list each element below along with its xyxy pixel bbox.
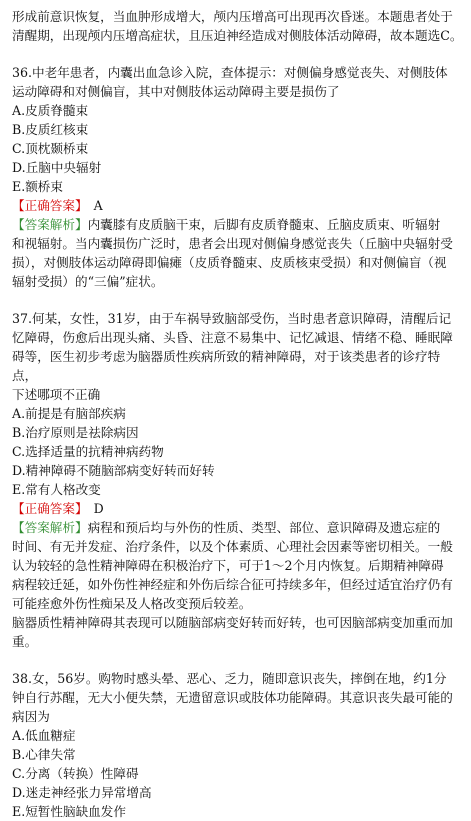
question-36 <box>12 63 464 291</box>
question-stem: 碍等，医生初步考虑为脑器质性疾病所致的精神障碍，对于该类患者的诊疗特点， <box>12 349 441 383</box>
question-stem: 38.女，56岁。购物时感头晕、恶心、乏力，随即意识丧失，摔倒在地，约1分 <box>12 671 447 686</box>
analysis-line <box>12 518 464 537</box>
analysis-text: 时间、有无并发症、治疗条件，以及个体素质、心理社会因素等密切相关。一般 <box>12 539 453 554</box>
option-b: B.皮质红核束 <box>12 122 89 137</box>
answer-bracket-open: 【 <box>12 198 25 213</box>
option-b: B.心律失常 <box>12 747 76 762</box>
option-b: B.治疗原则是祛除病因 <box>12 425 139 440</box>
question-stem: 钟自行苏醒，无大小便失禁，无遗留意识或肢体功能障碍。其意识丧失最可能的 <box>12 690 453 705</box>
option-a: A.皮质脊髓束 <box>12 103 89 118</box>
answer-value: D <box>93 501 104 516</box>
analysis-text: 重。 <box>12 634 38 649</box>
analysis-line <box>12 215 464 234</box>
intro-line: 形成前意识恢复，当血肿形成增大，颅内压增高可出现再次昏迷。本题患者处于 <box>12 9 453 24</box>
option-c: C.选择适量的抗精神病药物 <box>12 444 164 459</box>
analysis-text: 可能痊愈外伤性痴呆及人格改变预后较差。 <box>12 596 252 611</box>
option-a: A.前提是有脑部疾病 <box>12 406 126 421</box>
answer-tag: 正确答案 <box>24 501 75 516</box>
intro-paragraph <box>12 7 464 45</box>
intro-line: 清醒期，出现颅内压增高症状，且压迫神经造成对侧肢体活动障碍，故本题选C。 <box>12 28 463 43</box>
answer-bracket-close: 】 <box>74 198 88 213</box>
analysis-text: 认为较轻的急性精神障碍在积极治疗下，可于1～2个月内恢复。后期精神障碍 <box>12 558 444 573</box>
option-c: C.分离（转换）性障碍 <box>12 766 139 781</box>
option-e: E.额桥束 <box>12 179 63 194</box>
question-stem: 忆障碍，伤愈后出现头痛、头昏、注意不易集中、记忆减退、情绪不稳、睡眠障 <box>12 330 453 345</box>
answer-value: A <box>93 198 103 213</box>
analysis-text: 和视辐射。当内囊损伤广泛时，患者会出现对侧偏身感觉丧失（丘脑中央辐射受 <box>12 236 453 251</box>
answer-bracket-open: 【 <box>12 501 25 516</box>
analysis-bracket-close: 】 <box>74 520 88 535</box>
answer-line <box>12 196 464 215</box>
analysis-text: 脑器质性精神障碍其表现可以随脑部病变好转而好转，也可因脑部病变加重而加 <box>12 615 453 630</box>
question-38 <box>12 669 464 821</box>
option-a: A.低血糖症 <box>12 728 76 743</box>
question-stem: 运动障碍和对侧偏盲，其中对侧肢体运动障碍主要是损伤了 <box>12 84 340 99</box>
option-d: D.精神障碍不随脑部病变好转而好转 <box>12 463 215 478</box>
question-stem: 37.何某，女性，31岁，由于车祸导致脑部受伤，当时患者意识障碍，清醒后记 <box>12 311 452 326</box>
analysis-tag: 答案解析 <box>24 217 75 232</box>
analysis-text: 辐射受损）的“三偏”症状。 <box>12 274 164 289</box>
option-d: D.丘脑中央辐射 <box>12 160 102 175</box>
analysis-bracket-open: 【 <box>12 217 25 232</box>
analysis-bracket-close: 】 <box>74 217 88 232</box>
answer-tag: 正确答案 <box>24 198 75 213</box>
analysis-bracket-open: 【 <box>12 520 25 535</box>
option-e: E.短暂性脑缺血发作 <box>12 804 126 819</box>
option-e: E.常有人格改变 <box>12 482 101 497</box>
option-d: D.迷走神经张力异常增高 <box>12 785 152 800</box>
option-c: C.顶枕颞桥束 <box>12 141 89 156</box>
question-37 <box>12 309 464 651</box>
question-stem: 36.中老年患者，内囊出血急诊入院，查体提示：对侧偏身感觉丧失、对侧肢体 <box>12 65 448 80</box>
analysis-text: 病程较迁延，如外伤性神经症和外伤后综合征可持续多年，但经过适宜治疗仍有 <box>12 577 453 592</box>
question-stem: 下述哪项不正确 <box>12 387 101 402</box>
answer-bracket-close: 】 <box>74 501 88 516</box>
analysis-text: 内囊膝有皮质脑干束，后脚有皮质脊髓束、丘脑皮质束、听辐射 <box>87 217 441 232</box>
analysis-text: 损），对侧肢体运动障碍即偏瘫（皮质脊髓束、皮质核束受损）和对侧偏盲（视 <box>12 255 447 270</box>
question-stem: 病因为 <box>12 709 50 724</box>
analysis-text: 病程和预后均与外伤的性质、类型、部位、意识障碍及遗忘症的 <box>87 520 441 535</box>
answer-line <box>12 499 464 518</box>
document-page <box>12 7 464 821</box>
analysis-tag: 答案解析 <box>24 520 75 535</box>
